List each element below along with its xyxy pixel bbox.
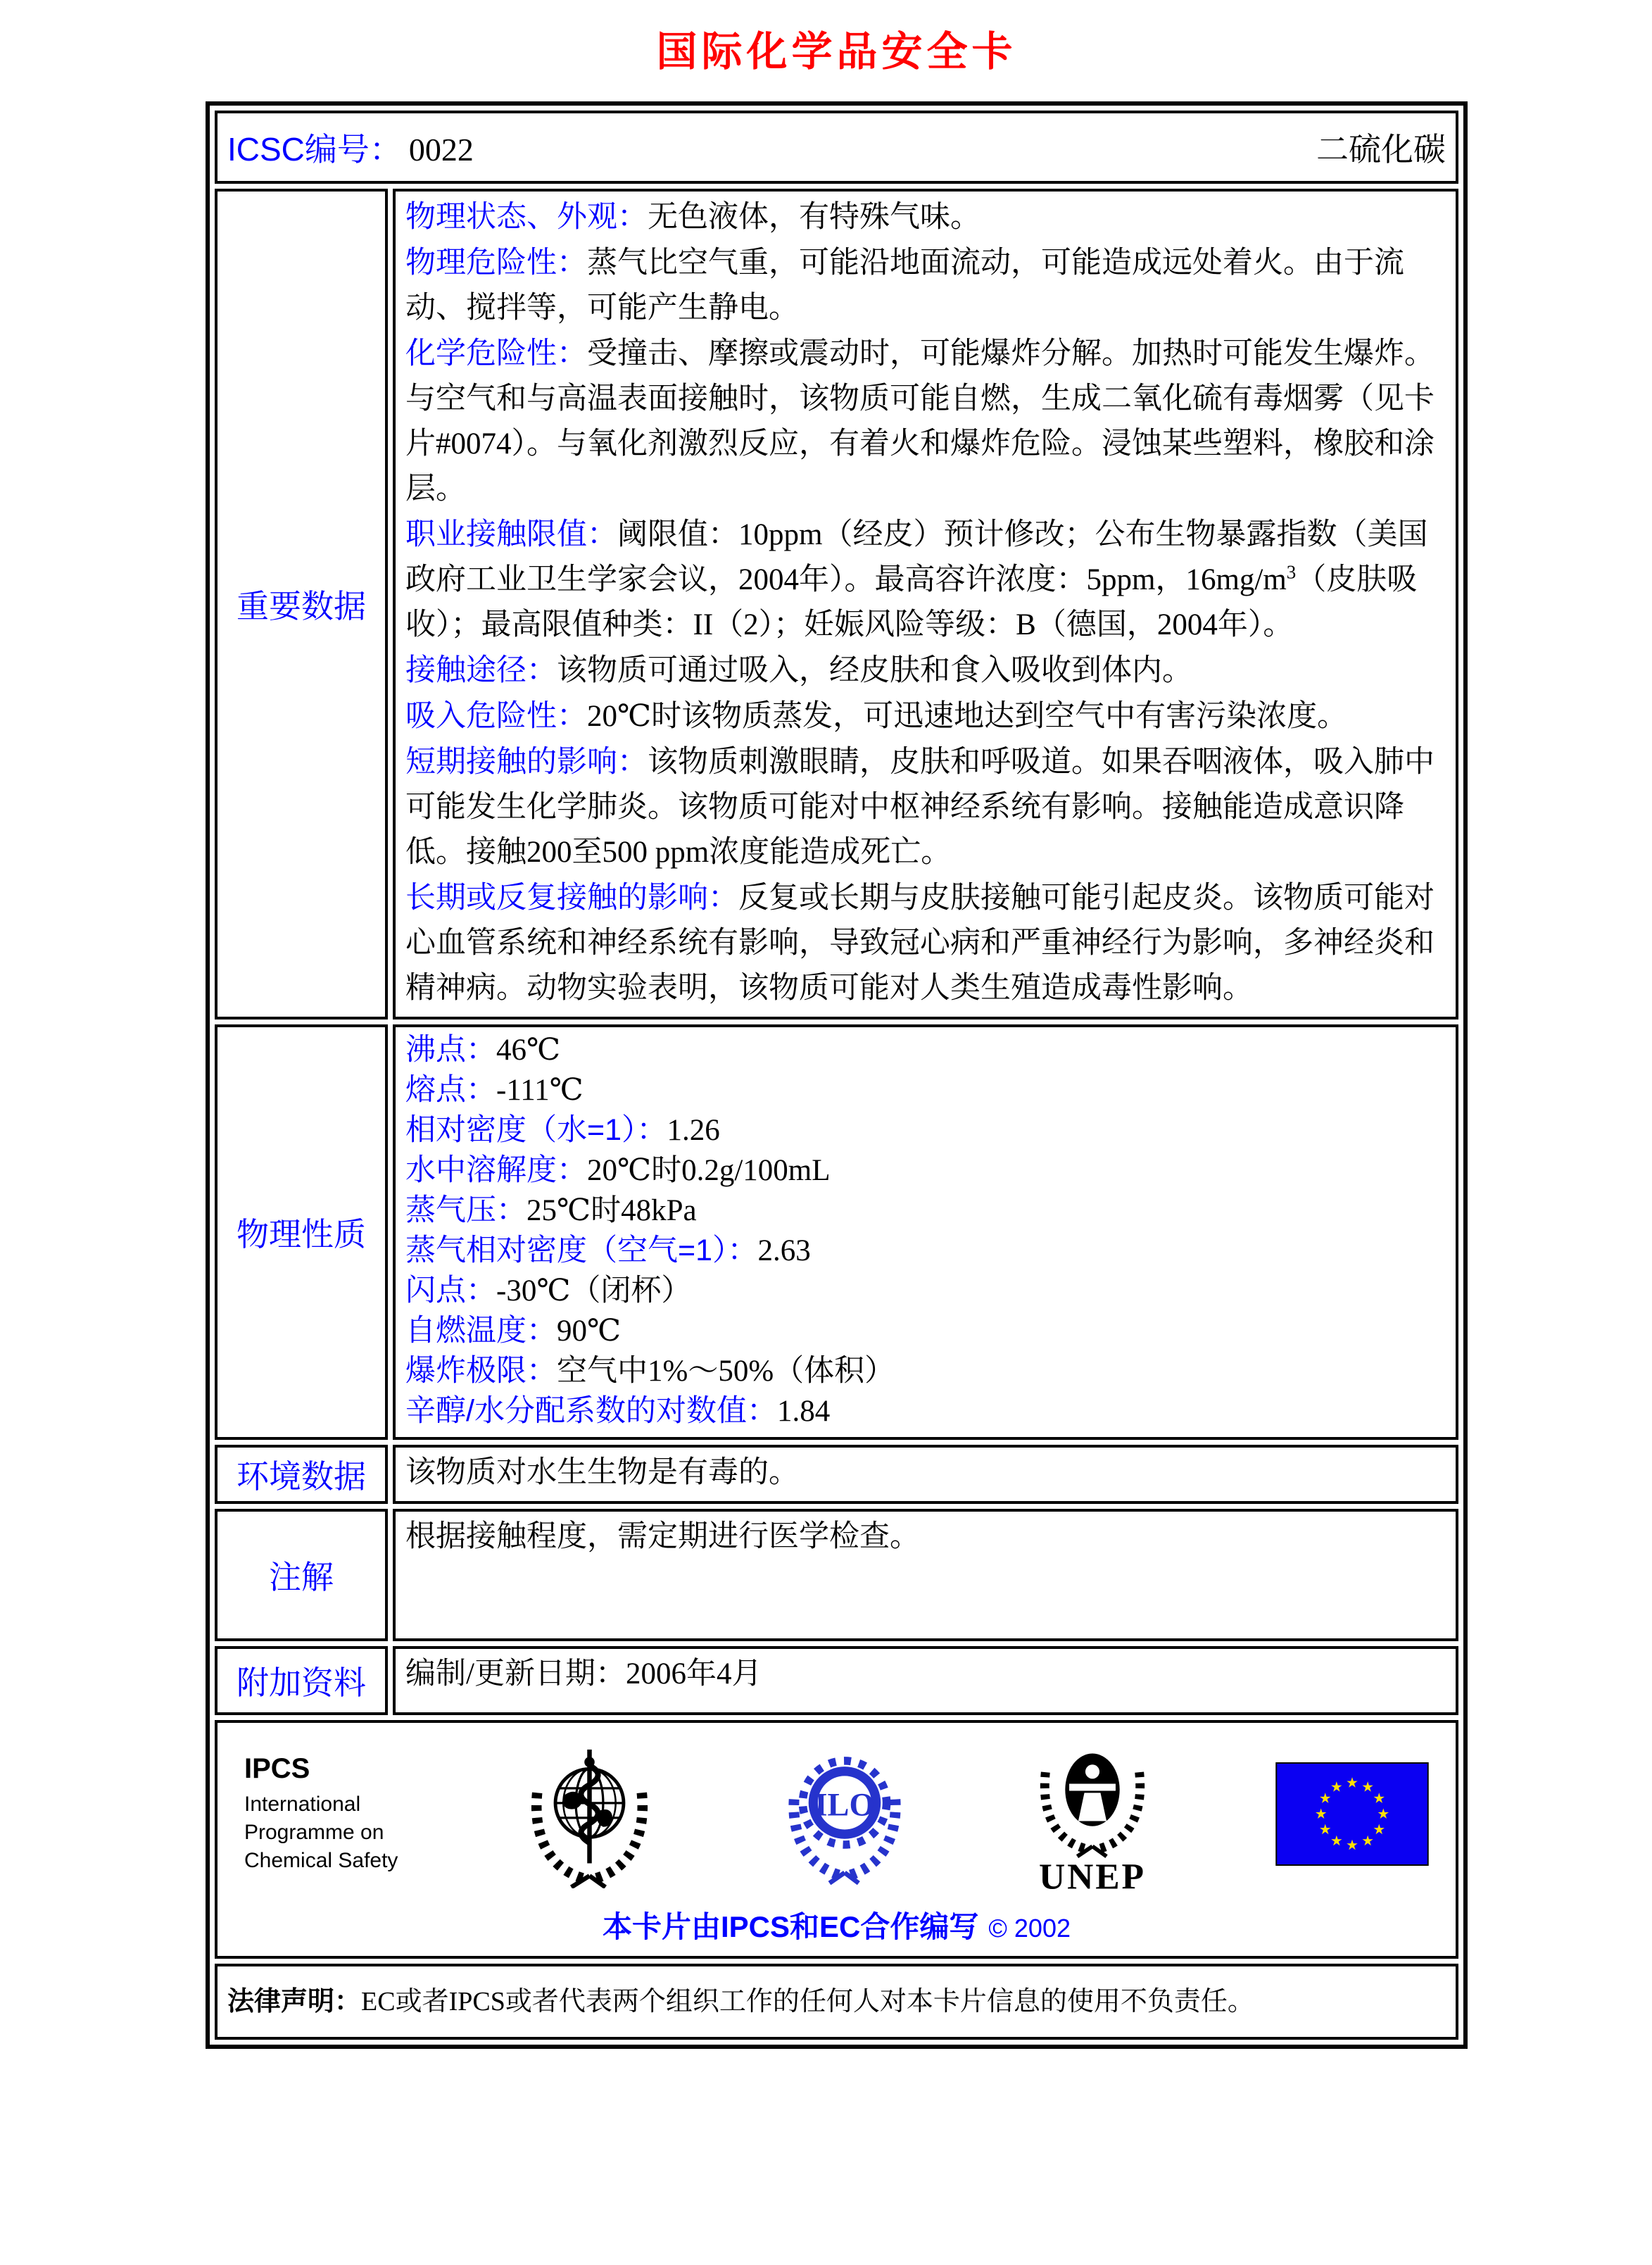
field-label: 接触途径： <box>405 653 557 687</box>
field-text: 受撞击、摩擦或震动时，可能爆炸分解。加热时可能发生爆炸。与空气和与高温表面接触时，该物质可能自燃，生成二氧化硫有毒烟雾（见卡片#0074）。与氧化剂激烈反应，有着火和爆炸危险。浸蚀某些塑料，橡胶和涂层。 <box>405 337 1435 506</box>
notes-content: 根据接触程度，需定期进行医学检查。 <box>393 1509 1458 1641</box>
row-physical-properties <box>215 1024 1458 1440</box>
important-data-content <box>393 189 1458 1019</box>
legal-notice-cell <box>215 1964 1458 2040</box>
field-text: 该物质刺激眼睛，皮肤和呼吸道。如果吞咽液体，吸入肺中可能发生化学肺炎。该物质可能对中枢神经系统有影响。接触能造成意识降低。接触200至500 ppm浓度能造成死亡。 <box>405 746 1435 869</box>
property-value: 2.63 <box>757 1234 811 1267</box>
property-value: 90℃ <box>557 1315 622 1348</box>
row-header <box>215 111 1458 184</box>
property-line <box>405 1150 1446 1191</box>
field-label: 物理危险性： <box>405 246 587 280</box>
field-label: 物理状态、外观： <box>405 200 648 234</box>
row-additional-info <box>215 1646 1458 1715</box>
important-item <box>405 875 1446 1011</box>
field-label: 吸入危险性： <box>405 699 587 733</box>
chemical-name: 二硫化碳 <box>1316 132 1446 168</box>
icsc-card-table <box>206 101 1468 2049</box>
property-label: 蒸气相对密度（空气=1）： <box>405 1234 758 1267</box>
row-legal-notice <box>215 1964 1458 2040</box>
field-text: 反复或长期与皮肤接触可能引起皮炎。该物质可能对心血管系统和神经系统有影响，导致冠心病和严重神经行为影响，多神经炎和精神病。动物实验表明，该物质可能对人类生殖造成毒性影响。 <box>405 881 1435 1005</box>
update-date-value: 2006年4月 <box>625 1657 762 1690</box>
property-line <box>405 1311 1446 1351</box>
important-item <box>405 694 1446 739</box>
page-title: 国际化学品安全卡 <box>656 29 1017 75</box>
credit-text: 本卡片由IPCS和EC合作编写 <box>603 1910 979 1943</box>
field-text: 阈限值：10ppm（经皮）预计修改；公布生物暴露指数（美国政府工业卫生学家会议，2004年）。最高容许浓度：5ppm，16mg/m <box>405 518 1428 596</box>
credit-line <box>232 1904 1442 1946</box>
important-item <box>405 739 1446 875</box>
property-line <box>405 1271 1446 1311</box>
property-value: 空气中1%～50%（体积） <box>557 1355 895 1388</box>
property-label: 水中溶解度： <box>405 1153 587 1187</box>
property-line <box>405 1351 1446 1391</box>
card-page <box>206 18 1468 2049</box>
property-label: 熔点： <box>405 1073 496 1107</box>
additional-info-row-label: 附加资料 <box>215 1646 388 1715</box>
important-item <box>405 648 1446 694</box>
field-text: 该物质可通过吸入，经皮肤和食入吸收到体内。 <box>557 654 1192 687</box>
property-value: -30℃（闭杯） <box>496 1274 692 1307</box>
property-label: 闪点： <box>405 1274 496 1307</box>
additional-info-content <box>393 1646 1458 1715</box>
physical-properties-content <box>393 1024 1458 1440</box>
ipcs-subtitle: Programme on <box>244 1821 384 1844</box>
physical-properties-row-label: 物理性质 <box>215 1024 388 1440</box>
field-text: （皮肤吸收）；最高限值种类：II（2）；妊娠风险等级：B（德国，2004年）。 <box>405 563 1418 641</box>
important-item <box>405 194 1446 240</box>
legal-notice-text: EC或者IPCS或者代表两个组织工作的任何人对本卡片信息的使用不负责任。 <box>361 1987 1254 2016</box>
field-label: 短期接触的影响： <box>405 745 648 779</box>
ipcs-text-block <box>244 1753 398 1875</box>
legal-notice-label: 法律声明： <box>227 1987 362 2016</box>
property-value: 20℃时0.2g/100mL <box>587 1154 831 1187</box>
environment-content: 该物质对水生生物是有毒的。 <box>393 1445 1458 1504</box>
property-label: 自燃温度： <box>405 1314 557 1348</box>
property-value: -111℃ <box>496 1074 584 1107</box>
header-cell <box>215 111 1458 184</box>
property-label: 相对密度（水=1）： <box>405 1113 667 1147</box>
property-line <box>405 1110 1446 1150</box>
row-notes <box>215 1509 1458 1641</box>
logos-cell <box>215 1720 1458 1959</box>
unep-letters: UNEP <box>1038 1857 1146 1897</box>
field-label: 长期或反复接触的影响： <box>405 881 738 915</box>
property-line <box>405 1391 1446 1431</box>
property-label: 辛醇/水分配系数的对数值： <box>405 1394 777 1428</box>
ipcs-subtitle: International <box>244 1793 361 1816</box>
property-line <box>405 1030 1446 1070</box>
field-text: 蒸气比空气重，可能沿地面流动，可能造成远处着火。由于流动、搅拌等，可能产生静电。 <box>405 246 1404 325</box>
icsc-number-label: ICSC编号： <box>227 131 402 168</box>
property-value: 1.26 <box>667 1114 720 1147</box>
ilo-logo-icon <box>781 1744 909 1885</box>
property-label: 沸点： <box>405 1033 496 1067</box>
notes-row-label: 注解 <box>215 1509 388 1641</box>
property-value: 25℃时48kPa <box>527 1194 697 1227</box>
property-line <box>405 1070 1446 1110</box>
important-item <box>405 240 1446 331</box>
field-text: 20℃时该物质蒸发，可迅速地达到空气中有害污染浓度。 <box>587 700 1348 733</box>
property-line <box>405 1231 1446 1271</box>
property-value: 1.84 <box>776 1395 831 1428</box>
important-item <box>405 331 1446 512</box>
row-important-data <box>215 189 1458 1019</box>
field-label: 化学危险性： <box>405 337 587 370</box>
field-text: 无色液体，有特殊气味。 <box>648 201 981 234</box>
icsc-number-value: 0022 <box>408 132 474 168</box>
credit-year: © 2002 <box>988 1914 1071 1943</box>
row-environment-data <box>215 1445 1458 1504</box>
ipcs-acronym: IPCS <box>244 1753 310 1784</box>
property-label: 蒸气压： <box>405 1193 527 1227</box>
unep-logo-icon <box>1032 1731 1153 1897</box>
row-logos <box>215 1720 1458 1959</box>
ipcs-subtitle: Chemical Safety <box>244 1849 398 1872</box>
property-value: 46℃ <box>496 1034 561 1067</box>
update-date-label: 编制/更新日期： <box>405 1657 626 1690</box>
ilo-letters: ILO <box>814 1787 875 1824</box>
superscript: 3 <box>1286 561 1297 583</box>
field-label: 职业接触限值： <box>405 517 617 551</box>
important-data-row-label: 重要数据 <box>215 189 388 1019</box>
environment-row-label: 环境数据 <box>215 1445 388 1504</box>
property-line <box>405 1191 1446 1231</box>
important-item <box>405 512 1446 648</box>
eu-flag-icon <box>1275 1762 1429 1866</box>
icsc-number-group <box>227 124 474 170</box>
who-logo-icon <box>521 1740 658 1888</box>
property-label: 爆炸极限： <box>405 1354 557 1388</box>
